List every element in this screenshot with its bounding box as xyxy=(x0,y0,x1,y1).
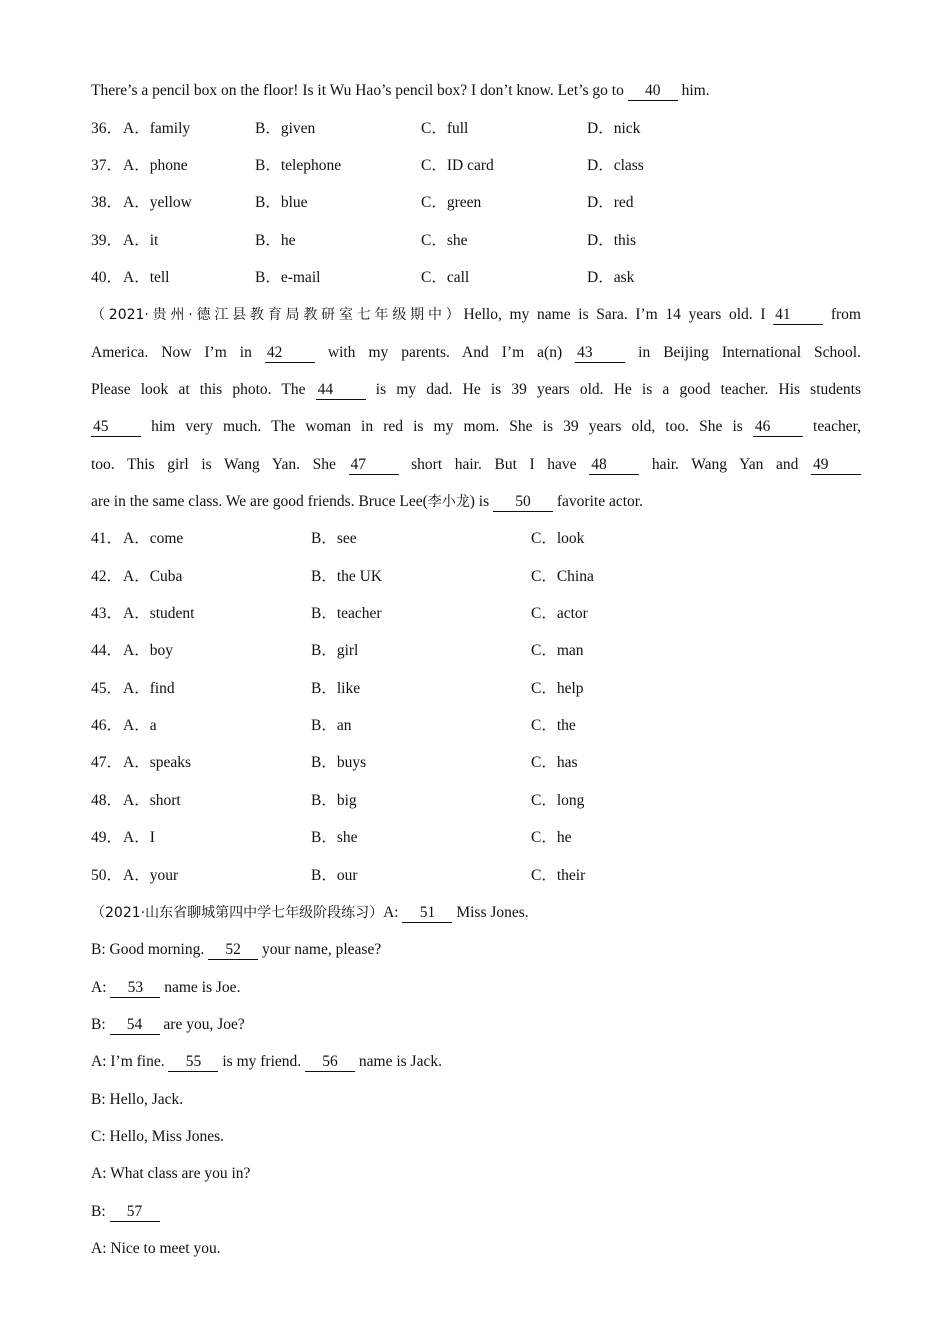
text: are you, Joe? xyxy=(159,1015,245,1033)
option-a: A．family xyxy=(123,119,191,137)
option-a: A．it xyxy=(123,231,159,249)
option-a: A．find xyxy=(123,679,175,697)
option-b: B．he xyxy=(255,231,296,249)
option-b: B．given xyxy=(255,119,316,137)
option-b: B．big xyxy=(311,791,357,809)
option-c: C．he xyxy=(531,829,572,847)
passage1-tail xyxy=(91,72,861,109)
question-number: 45． xyxy=(91,679,123,697)
question-number: 43． xyxy=(91,605,123,623)
text: name is Jack. xyxy=(355,1053,442,1071)
blank-52: 52 xyxy=(208,941,258,960)
option-c: C．has xyxy=(531,754,578,772)
dialogue-line xyxy=(91,931,861,968)
option-b: B．buys xyxy=(311,754,367,772)
option-d: D．class xyxy=(587,156,644,174)
option-a: A．a xyxy=(123,717,157,735)
option-b: B．girl xyxy=(311,642,359,660)
option-d: D．nick xyxy=(587,119,641,137)
text: Please look at this photo. The xyxy=(91,380,316,398)
intro-text: There’s a pencil box on the floor! Is it Wu Hao’s pencil box? I don’t know. Let’s go to xyxy=(91,82,628,99)
text: too. This girl is Wang Yan. She xyxy=(91,455,349,473)
source-tag: （2021·贵州·德江县教育局教研室七年级期中） xyxy=(91,307,464,324)
question-number: 36． xyxy=(91,119,123,137)
blank-53: 53 xyxy=(110,979,160,998)
dialogue xyxy=(91,894,861,1267)
text: A: xyxy=(383,903,403,921)
question-number: 47． xyxy=(91,754,123,772)
text: A: I’m fine. xyxy=(91,1053,169,1071)
text: is my friend. xyxy=(218,1053,306,1071)
blank-46: 46 xyxy=(753,418,803,437)
text: him very much. The woman in red is my mom. She is 39 years old, too. She is xyxy=(151,418,753,436)
question-number: 39． xyxy=(91,231,123,249)
blank-47: 47 xyxy=(349,456,399,475)
option-b: B．see xyxy=(311,530,357,548)
option-b: B．blue xyxy=(255,194,308,212)
dialogue-line xyxy=(91,894,861,931)
question-number: 44． xyxy=(91,642,123,660)
blank-44: 44 xyxy=(316,381,366,400)
question-number: 38． xyxy=(91,194,123,212)
option-a: A．student xyxy=(123,605,195,623)
option-c: C．full xyxy=(421,119,469,137)
option-d: D．this xyxy=(587,231,637,249)
text: A: xyxy=(91,978,111,996)
option-c: C．call xyxy=(421,268,470,286)
blank-55: 55 xyxy=(168,1053,218,1072)
option-b: B．e-mail xyxy=(255,268,321,286)
text: B: Hello, Jack. xyxy=(91,1090,184,1108)
option-b: B．the UK xyxy=(311,567,383,585)
text: Miss Jones. xyxy=(452,903,529,921)
text: ) is xyxy=(469,492,493,510)
question-number: 37． xyxy=(91,156,123,174)
dialogue-line xyxy=(91,969,861,1006)
blank-40: 40 xyxy=(628,82,678,101)
dialogue-line xyxy=(91,1193,861,1230)
dialogue-line xyxy=(91,1006,861,1043)
option-c: C．actor xyxy=(531,605,588,623)
option-b: B．she xyxy=(311,829,358,847)
passage2-line-3 xyxy=(91,371,861,408)
passage2-line-2 xyxy=(91,334,861,371)
dialogue-line xyxy=(91,1081,861,1118)
blank-54: 54 xyxy=(110,1016,160,1035)
blank-57: 57 xyxy=(110,1203,160,1222)
dialogue-line xyxy=(91,1155,861,1192)
text: B: Good morning. xyxy=(91,941,209,959)
text: short hair. But I have xyxy=(411,455,590,473)
text: in Beijing International School. xyxy=(638,343,861,361)
question-number: 46． xyxy=(91,717,123,735)
text: A: Nice to meet you. xyxy=(91,1239,221,1257)
option-c: C．long xyxy=(531,791,585,809)
text: are in the same class. We are good friends. Bruce Lee( xyxy=(91,492,428,510)
option-b: B．our xyxy=(311,866,358,884)
option-a: A．tell xyxy=(123,268,170,286)
text: A: What class are you in? xyxy=(91,1165,251,1183)
option-c: C．their xyxy=(531,866,586,884)
option-a: A．short xyxy=(123,791,181,809)
chinese-name: 李小龙 xyxy=(427,493,470,510)
text: from xyxy=(830,306,861,324)
question-number: 42． xyxy=(91,567,123,585)
option-a: A．I xyxy=(123,829,155,847)
option-a: A．phone xyxy=(123,156,188,174)
option-a: A．your xyxy=(123,866,179,884)
text: with my parents. And I’m a(n) xyxy=(327,343,576,361)
text: B: xyxy=(91,1202,110,1220)
option-a: A．come xyxy=(123,530,184,548)
question-number: 48． xyxy=(91,791,123,809)
option-c: C．look xyxy=(531,530,585,548)
blank-50: 50 xyxy=(493,493,553,512)
question-number: 40． xyxy=(91,268,123,286)
option-a: A．speaks xyxy=(123,754,192,772)
text: teacher, xyxy=(813,418,861,436)
blank-45: 45 xyxy=(91,418,141,437)
blank-43: 43 xyxy=(575,344,625,363)
passage2-line-1 xyxy=(91,296,861,333)
option-c: C．help xyxy=(531,679,584,697)
blank-48: 48 xyxy=(589,456,639,475)
passage2-line-6 xyxy=(91,483,861,520)
dialogue-line xyxy=(91,1118,861,1155)
option-c: C．green xyxy=(421,194,482,212)
dialogue-line xyxy=(91,1230,861,1267)
text: C: Hello, Miss Jones. xyxy=(91,1127,225,1145)
option-d: D．ask xyxy=(587,268,635,286)
question-number: 41． xyxy=(91,530,123,548)
dialogue-line xyxy=(91,1043,861,1080)
text: is my dad. He is 39 years old. He is a good teacher. His students xyxy=(375,380,861,398)
option-a: A．Cuba xyxy=(123,567,183,585)
blank-41: 41 xyxy=(773,306,823,325)
option-c: C．the xyxy=(531,717,576,735)
passage2-line-4 xyxy=(91,408,861,445)
option-c: C．she xyxy=(421,231,468,249)
option-c: C．man xyxy=(531,642,584,660)
blank-56: 56 xyxy=(305,1053,355,1072)
option-c: C．ID card xyxy=(421,156,494,174)
option-a: A．yellow xyxy=(123,194,192,212)
option-d: D．red xyxy=(587,194,634,212)
intro-text-end: him. xyxy=(677,82,710,99)
option-c: C．China xyxy=(531,567,594,585)
option-b: B．an xyxy=(311,717,352,735)
text: name is Joe. xyxy=(160,978,241,996)
text: B: xyxy=(91,1015,110,1033)
option-b: B．teacher xyxy=(311,605,382,623)
blank-51: 51 xyxy=(402,904,452,923)
blank-49: 49 xyxy=(811,456,861,475)
passage2 xyxy=(91,296,861,520)
source-tag: （2021·山东省聊城第四中学七年级阶段练习） xyxy=(91,904,384,921)
text: hair. Wang Yan and xyxy=(651,455,811,473)
text: your name, please? xyxy=(258,941,382,959)
question-number: 49． xyxy=(91,829,123,847)
passage2-line-5 xyxy=(91,446,861,483)
intro-line xyxy=(91,72,861,109)
question-number: 50． xyxy=(91,866,123,884)
option-a: A．boy xyxy=(123,642,173,660)
text: Hello, my name is Sara. I’m 14 years old. I xyxy=(463,306,774,324)
text: favorite actor. xyxy=(553,492,643,510)
blank-42: 42 xyxy=(265,344,315,363)
option-b: B．like xyxy=(311,679,361,697)
text: America. Now I’m in xyxy=(91,343,265,361)
option-b: B．telephone xyxy=(255,156,342,174)
